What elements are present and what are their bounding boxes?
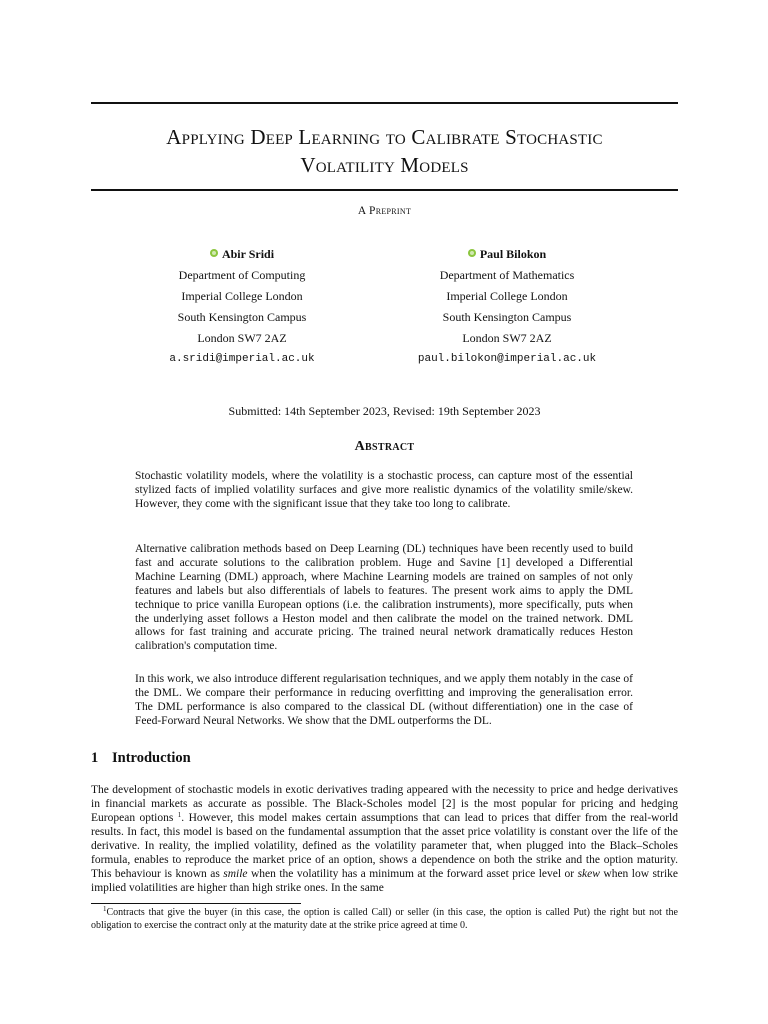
abstract-paragraph-2: Alternative calibration methods based on Deep Learning (DL) techniques have been recently used to build fast and accurate solutions to the calibration problem. Huge and Savine [1] developed a Differential Machine Learning (DML) approach, where Machine Learning models are trained on samples of not only features and labels but also differentials of labels to features. The present work aims to apply the DML technique to price vanilla European options (i.e. the calibration instruments), more specifically, puts when the underlying asset follows a Heston model and then calibrate the model on the trained network. DML allows for fast training and accurate pricing. The trained neural network dramatically reduces Heston calibration's computation time. <box>135 543 633 653</box>
author-department: Department of Mathematics <box>439 268 575 282</box>
title-bottom-rule <box>91 189 678 191</box>
author-email[interactable]: paul.bilokon@imperial.ac.uk <box>417 353 597 365</box>
author-email[interactable]: a.sridi@imperial.ac.uk <box>169 353 315 365</box>
title-line-2: Volatility Models <box>300 153 469 177</box>
footnote-text: Contracts that give the buyer (in this case, the option is called Call) or seller (in this case, the option is called Put) the right but not the obligation to exercise the contract only at the maturity date at the strike price agreed at time 0. <box>91 907 678 931</box>
author-institution: Imperial College London <box>446 289 568 303</box>
emphasis-skew: skew <box>577 868 600 880</box>
paper-title <box>91 123 678 179</box>
footnote-marker[interactable]: 1 <box>177 811 182 819</box>
preprint-label: A Preprint <box>357 205 412 217</box>
emphasis-smile: smile <box>223 868 248 880</box>
section-title: Introduction <box>112 750 191 766</box>
author-department: Department of Computing <box>178 268 306 282</box>
footnote-number: 1 <box>103 905 107 913</box>
author-campus: South Kensington Campus <box>442 310 572 324</box>
author-block-2 <box>397 244 617 370</box>
author-block-1 <box>132 244 352 370</box>
abstract-paragraph-3: In this work, we also introduce different regularisation techniques, and we apply them notably in the case of the DML. We compare their performance in reducing overfitting and improving the generalisation error. The DML performance is also compared to the classical DL (without differentiation) one in the case of Feed-Forward Neural Networks. We show that the DML outperforms the DL. <box>135 673 633 727</box>
author-institution: Imperial College London <box>181 289 303 303</box>
author-postcode: London SW7 2AZ <box>462 331 552 345</box>
submission-dates: Submitted: 14th September 2023, Revised: 19th September 2023 <box>228 404 541 418</box>
author-name: Paul Bilokon <box>479 247 547 261</box>
author-postcode: London SW7 2AZ <box>197 331 287 345</box>
abstract-heading: Abstract <box>354 439 415 454</box>
title-line-1: Applying Deep Learning to Calibrate Stochastic <box>166 125 603 149</box>
abstract-paragraph-1: Stochastic volatility models, where the volatility is a stochastic process, can capture most of the essential stylized facts of implied volatility surfaces and give more realistic dynamics of the volatility smile/skew. However, they come with the significant issue that they take too long to calibrate. <box>135 470 633 510</box>
section-number: 1 <box>91 750 99 766</box>
section-heading <box>91 750 191 767</box>
orcid-icon[interactable] <box>210 249 218 257</box>
intro-paragraph: The development of stochastic models in exotic derivatives trading appeared with the necessity to price and hedge derivatives in financial markets as accurate as possible. The Black-Scholes model [2] is the most popular for pricing and hedging European options $^1$. However, this model makes certain assumptions that can lead to prices that differ from the real-world results. In fact, this model is based on the fundamental assumption that the asset price volatility is constant over the life of the derivative. In reality, the implied volatility, defined as the volatility parameter that, when plugged into the Black–Scholes formula, enables to reproduce the market price of an option, shows a dependence on both the strike and the option maturity. This behaviour is known as smile when the volatility has a minimum at the forward asset price level or skew when low strike implied volatilities are higher than high strike ones. In the same <box>91 784 679 894</box>
author-campus: South Kensington Campus <box>177 310 307 324</box>
author-name: Abir Sridi <box>221 247 275 261</box>
footnote <box>91 906 678 932</box>
orcid-icon[interactable] <box>468 249 476 257</box>
top-rule <box>91 102 678 104</box>
footnote-rule <box>91 903 301 904</box>
